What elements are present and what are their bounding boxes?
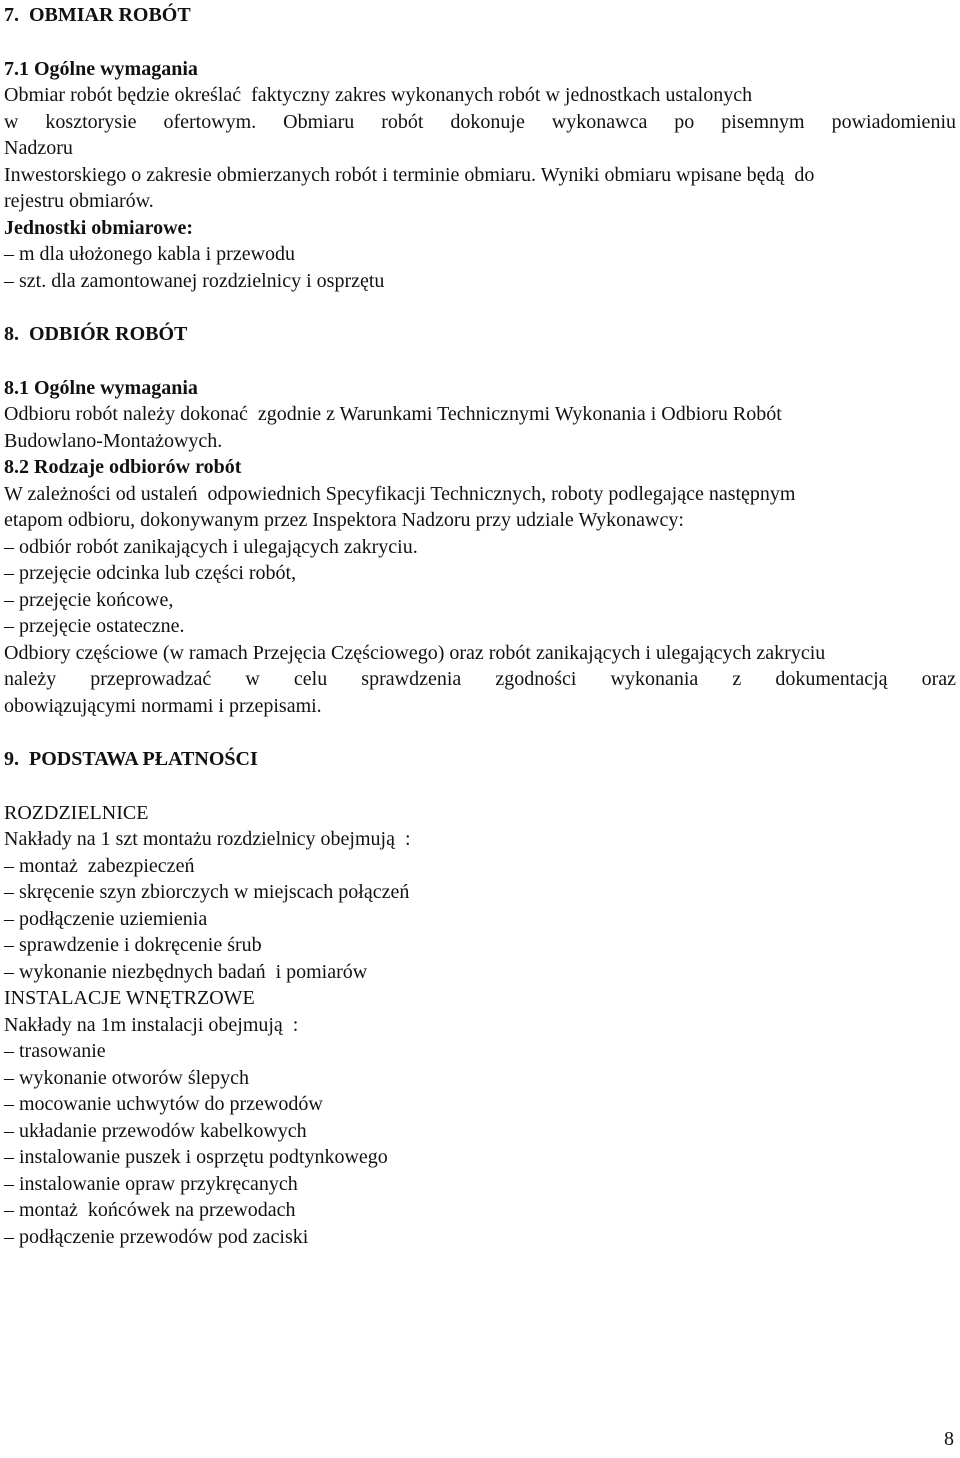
units-heading: Jednostki obmiarowe: <box>4 216 194 239</box>
list-item: – wykonanie otworów ślepych <box>4 1066 249 1089</box>
paragraph-line: Nakłady na 1m instalacji obejmują : <box>4 1013 299 1036</box>
list-item: – odbiór robót zanikających i ulegających zakryciu. <box>4 535 418 558</box>
document-page <box>4 2 956 1250</box>
subsection-title: INSTALACJE WNĘTRZOWE <box>4 987 255 1009</box>
section-7-1-heading: 7.1 Ogólne wymagania <box>4 57 198 80</box>
list-item: – podłączenie uziemienia <box>4 907 208 930</box>
list-item: – podłączenie przewodów pod zaciski <box>4 1225 309 1248</box>
paragraph-line: W zależności od ustaleń odpowiednich Specyfikacji Technicznych, roboty podlegające następnym <box>4 482 796 505</box>
list-item: – montaż końcówek na przewodach <box>4 1199 296 1221</box>
section-8-2-heading: 8.2 Rodzaje odbiorów robót <box>4 456 242 478</box>
page-number: 8 <box>944 1428 954 1450</box>
paragraph-line: Obmiar robót będzie określać faktyczny zakres wykonanych robót w jednostkach ustalonych <box>4 84 753 106</box>
paragraph-line: Inwestorskiego o zakresie obmierzanych robót i terminie obmiaru. Wyniki obmiaru wpisane będą do <box>4 163 815 186</box>
paragraph-line: w kosztorysie ofertowym. Obmiaru robót dokonuje wykonawca po pisemnym powiadomieniu <box>4 110 956 133</box>
section-8-heading: 8. ODBIÓR ROBÓT <box>4 323 188 345</box>
section-8-1-heading: 8.1 Ogólne wymagania <box>4 376 198 399</box>
paragraph-line: Odbiory częściowe (w ramach Przejęcia Częściowego) oraz robót zanikających i ulegających zakryciu <box>4 641 826 664</box>
list-item: – trasowanie <box>4 1040 106 1062</box>
paragraph-line: należy przeprowadzać w celu sprawdzenia zgodności wykonania z dokumentacją oraz <box>4 668 956 690</box>
list-item: – przejęcie ostateczne. <box>4 615 185 637</box>
list-item: – wykonanie niezbędnych badań i pomiarów <box>4 960 368 983</box>
section-7-heading: 7. OBMIAR ROBÓT <box>4 4 191 26</box>
section-9-heading: 9. PODSTAWA PŁATNOŚCI <box>4 748 258 770</box>
list-item: – układanie przewodów kabelkowych <box>4 1119 307 1142</box>
paragraph-line: Nadzoru <box>4 137 73 159</box>
subsection-title: ROZDZIELNICE <box>4 801 149 824</box>
list-item: – skręcenie szyn zbiorczych w miejscach połączeń <box>4 881 410 903</box>
paragraph-line: Odbioru robót należy dokonać zgodnie z Warunkami Technicznymi Wykonania i Odbioru Robót <box>4 403 782 425</box>
list-item: – sprawdzenie i dokręcenie śrub <box>4 934 262 956</box>
paragraph-line: etapom odbioru, dokonywanym przez Inspektora Nadzoru przy udziale Wykonawcy: <box>4 509 684 531</box>
paragraph-line: Nakłady na 1 szt montażu rozdzielnicy obejmują : <box>4 828 411 850</box>
paragraph-line: Budowlano-Montażowych. <box>4 429 223 452</box>
list-item: – montaż zabezpieczeń <box>4 854 195 877</box>
paragraph-line: rejestru obmiarów. <box>4 190 154 212</box>
list-item: – instalowanie puszek i osprzętu podtynkowego <box>4 1146 388 1168</box>
paragraph-line: obowiązującymi normami i przepisami. <box>4 694 322 717</box>
list-item: – przejęcie odcinka lub części robót, <box>4 562 297 584</box>
list-item: – instalowanie opraw przykręcanych <box>4 1172 298 1195</box>
list-item: – m dla ułożonego kabla i przewodu <box>4 243 296 265</box>
list-item: – mocowanie uchwytów do przewodów <box>4 1093 323 1115</box>
list-item: – przejęcie końcowe, <box>4 588 174 611</box>
list-item: – szt. dla zamontowanej rozdzielnicy i osprzętu <box>4 269 385 292</box>
